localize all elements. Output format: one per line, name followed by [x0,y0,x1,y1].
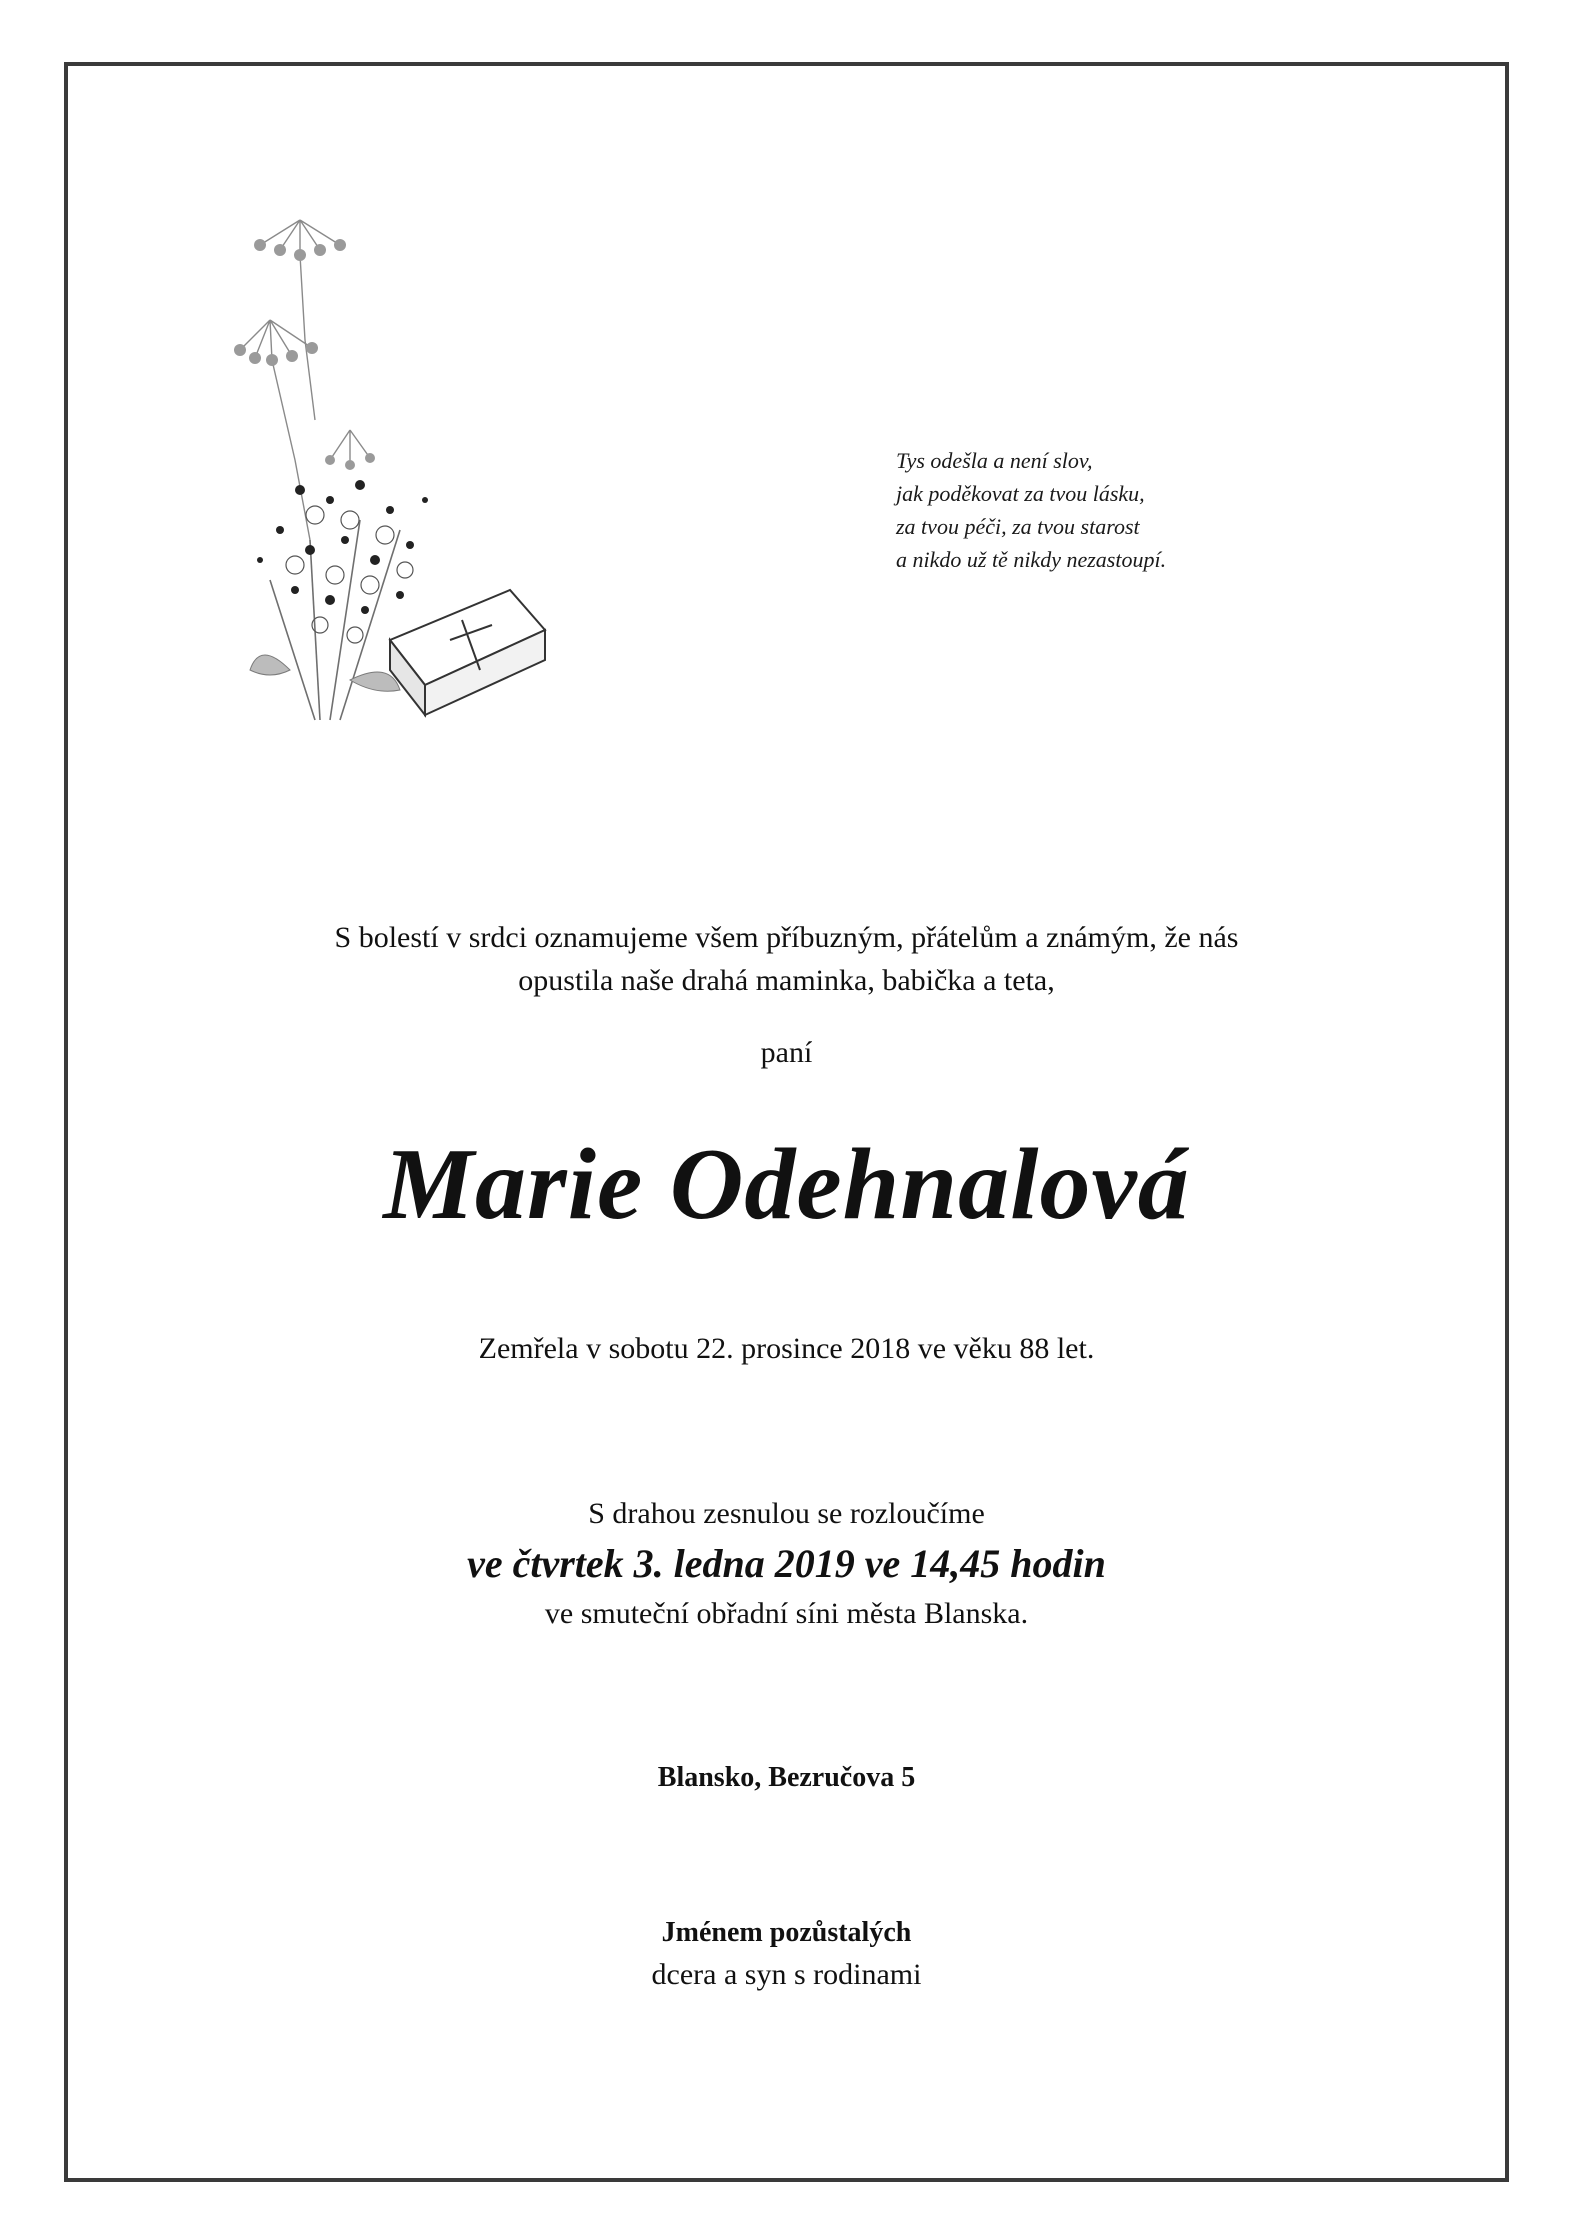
on-behalf-label: Jménem pozůstalých [661,1917,912,1948]
deceased-name: Marie Odehnalová [383,1128,1190,1241]
poem-line: Tys odešla a není slov, [896,448,1093,473]
address: Blansko, Bezručova 5 [657,1762,916,1793]
on-behalf-names: dcera a syn s rodinami [651,1958,922,1991]
flowers-and-bible-icon [200,200,560,760]
announcement [64,916,1509,1002]
on-behalf-of [64,1912,1509,1996]
farewell-intro: S drahou zesnulou se rozloučíme [588,1497,985,1530]
poem-line: za tvou péči, za tvou starost [896,514,1140,539]
honorific: paní [760,1036,813,1069]
poem-line: jak poděkovat za tvou lásku, [896,481,1145,506]
poem [896,444,1166,576]
announcement-line: S bolestí v srdci oznamujeme všem příbuzným, přátelům a známým, že nás [334,921,1239,954]
farewell-datetime: ve čtvrtek 3. ledna 2019 ve 14,45 hodin [467,1541,1106,1586]
death-notice: Zemřela v sobotu 22. prosince 2018 ve věku 88 let. [478,1332,1095,1365]
farewell-venue: ve smuteční obřadní síni města Blanska. [544,1597,1029,1630]
poem-line: a nikdo už tě nikdy nezastoupí. [896,547,1167,572]
announcement-line: opustila naše drahá maminka, babička a teta, [518,964,1055,997]
farewell-info [64,1490,1509,1638]
